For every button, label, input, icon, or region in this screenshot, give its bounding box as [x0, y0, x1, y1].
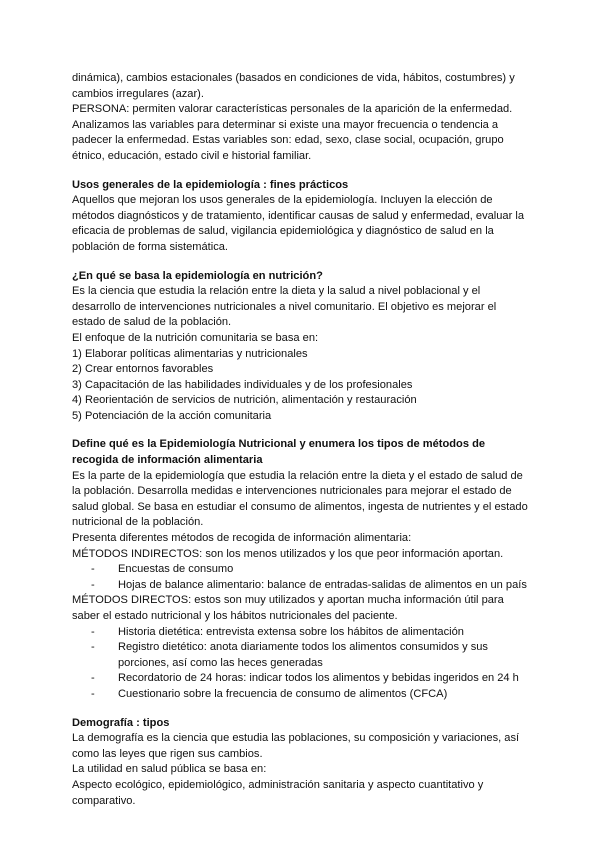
intro-paragraph: dinámica), cambios estacionales (basados en condiciones de vida, hábitos, costumbres) y cambios irregulares (azar). [72, 72, 515, 100]
nutricion-heading: ¿En qué se basa la epidemiología en nutrición? [72, 269, 323, 282]
epid-nutricional-section [72, 437, 530, 702]
nutricion-item: 4) Reorientación de servicios de nutrición, alimentación y restauración [72, 394, 417, 407]
methods-intro: Presenta diferentes métodos de recogida de información alimentaria: [72, 532, 412, 545]
epid-nutricional-text: Es la parte de la epidemiología que estudia la relación entre la dieta y el estado de salud de la población. Desarrolla medidas e intervenciones nutricionales para mejorar el estado de salud global. Se basa en estudiar el consumo de alimentos, ingesta de nutrientes y el estado nutricional de la población. [72, 469, 528, 529]
nutricion-list-intro: El enfoque de la nutrición comunitaria se basa en: [72, 331, 319, 344]
list-item: - Encuestas de consumo [118, 562, 530, 578]
indirect-methods-title: MÉTODOS INDIRECTOS: son los menos utilizados y los que peor información aportan. [72, 547, 504, 560]
nutricion-item: 3) Capacitación de las habilidades individuales y de los profesionales [72, 378, 413, 391]
nutricion-item: 5) Potenciación de la acción comunitaria [72, 409, 272, 422]
list-item: - Recordatorio de 24 horas: indicar todos los alimentos y bebidas ingeridos en 24 h [118, 671, 530, 687]
document-body [72, 71, 530, 809]
list-item: - Hojas de balance alimentario: balance de entradas-salidas de alimentos en un país [118, 578, 530, 594]
demografia-utilidad: La utilidad en salud pública se basa en: [72, 763, 267, 776]
usos-section [72, 178, 530, 256]
usos-heading: Usos generales de la epidemiología : fines prácticos [72, 178, 349, 191]
epid-nutricional-heading: Define qué es la Epidemiología Nutricional y enumera los tipos de métodos de recogida de información alimentaria [72, 438, 486, 467]
nutricion-item: 1) Elaborar políticas alimentarias y nutricionales [72, 347, 308, 360]
list-item: - Cuestionario sobre la frecuencia de consumo de alimentos (CFCA) [118, 687, 530, 703]
list-item: - Historia dietética: entrevista extensa sobre los hábitos de alimentación [118, 625, 530, 641]
demografia-section [72, 716, 530, 810]
persona-paragraph: PERSONA: permiten valorar características personales de la aparición de la enfermedad. Analizamos las variables para determinar si existe una mayor frecuencia o tendencia a padecer la enfermedad. Estas variables son: edad, sexo, clase social, ocupación, grupo étnico, educación, estado civil e historial familiar. [72, 103, 513, 162]
nutricion-section [72, 269, 530, 425]
usos-text: Aquellos que mejoran los usos generales de la epidemiología. Incluyen la elección de métodos diagnósticos y de tratamiento, identificar causas de salud y enfermedad, evaluar la eficacia de problemas de salud, vigilancia epidemiológica y diagnóstico de salud en la población de forma sistemática. [72, 194, 525, 253]
demografia-heading: Demografía : tipos [72, 716, 170, 729]
direct-methods-list [72, 625, 530, 703]
indirect-methods-list [72, 562, 530, 593]
list-item: - Registro dietético: anota diariamente todos los alimentos consumidos y sus porciones, así como las heces generadas [118, 640, 530, 671]
nutricion-item: 2) Crear entornos favorables [72, 363, 214, 376]
direct-methods-title: MÉTODOS DIRECTOS: estos son muy utilizados y aportan mucha información útil para saber el estado nutricional y los hábitos nutricionales del paciente. [72, 594, 504, 622]
nutricion-text: Es la ciencia que estudia la relación entre la dieta y la salud a nivel poblacional y el desarrollo de intervenciones nutricionales a nivel comunitario. El objetivo es mejorar el estado de salud de la población. [72, 285, 497, 329]
demografia-aspectos: Aspecto ecológico, epidemiológico, administración sanitaria y aspecto cuantitativo y comparativo. [72, 778, 484, 807]
demografia-text: La demografía es la ciencia que estudia las poblaciones, su composición y variaciones, así como las leyes que rigen sus cambios. [72, 732, 520, 760]
